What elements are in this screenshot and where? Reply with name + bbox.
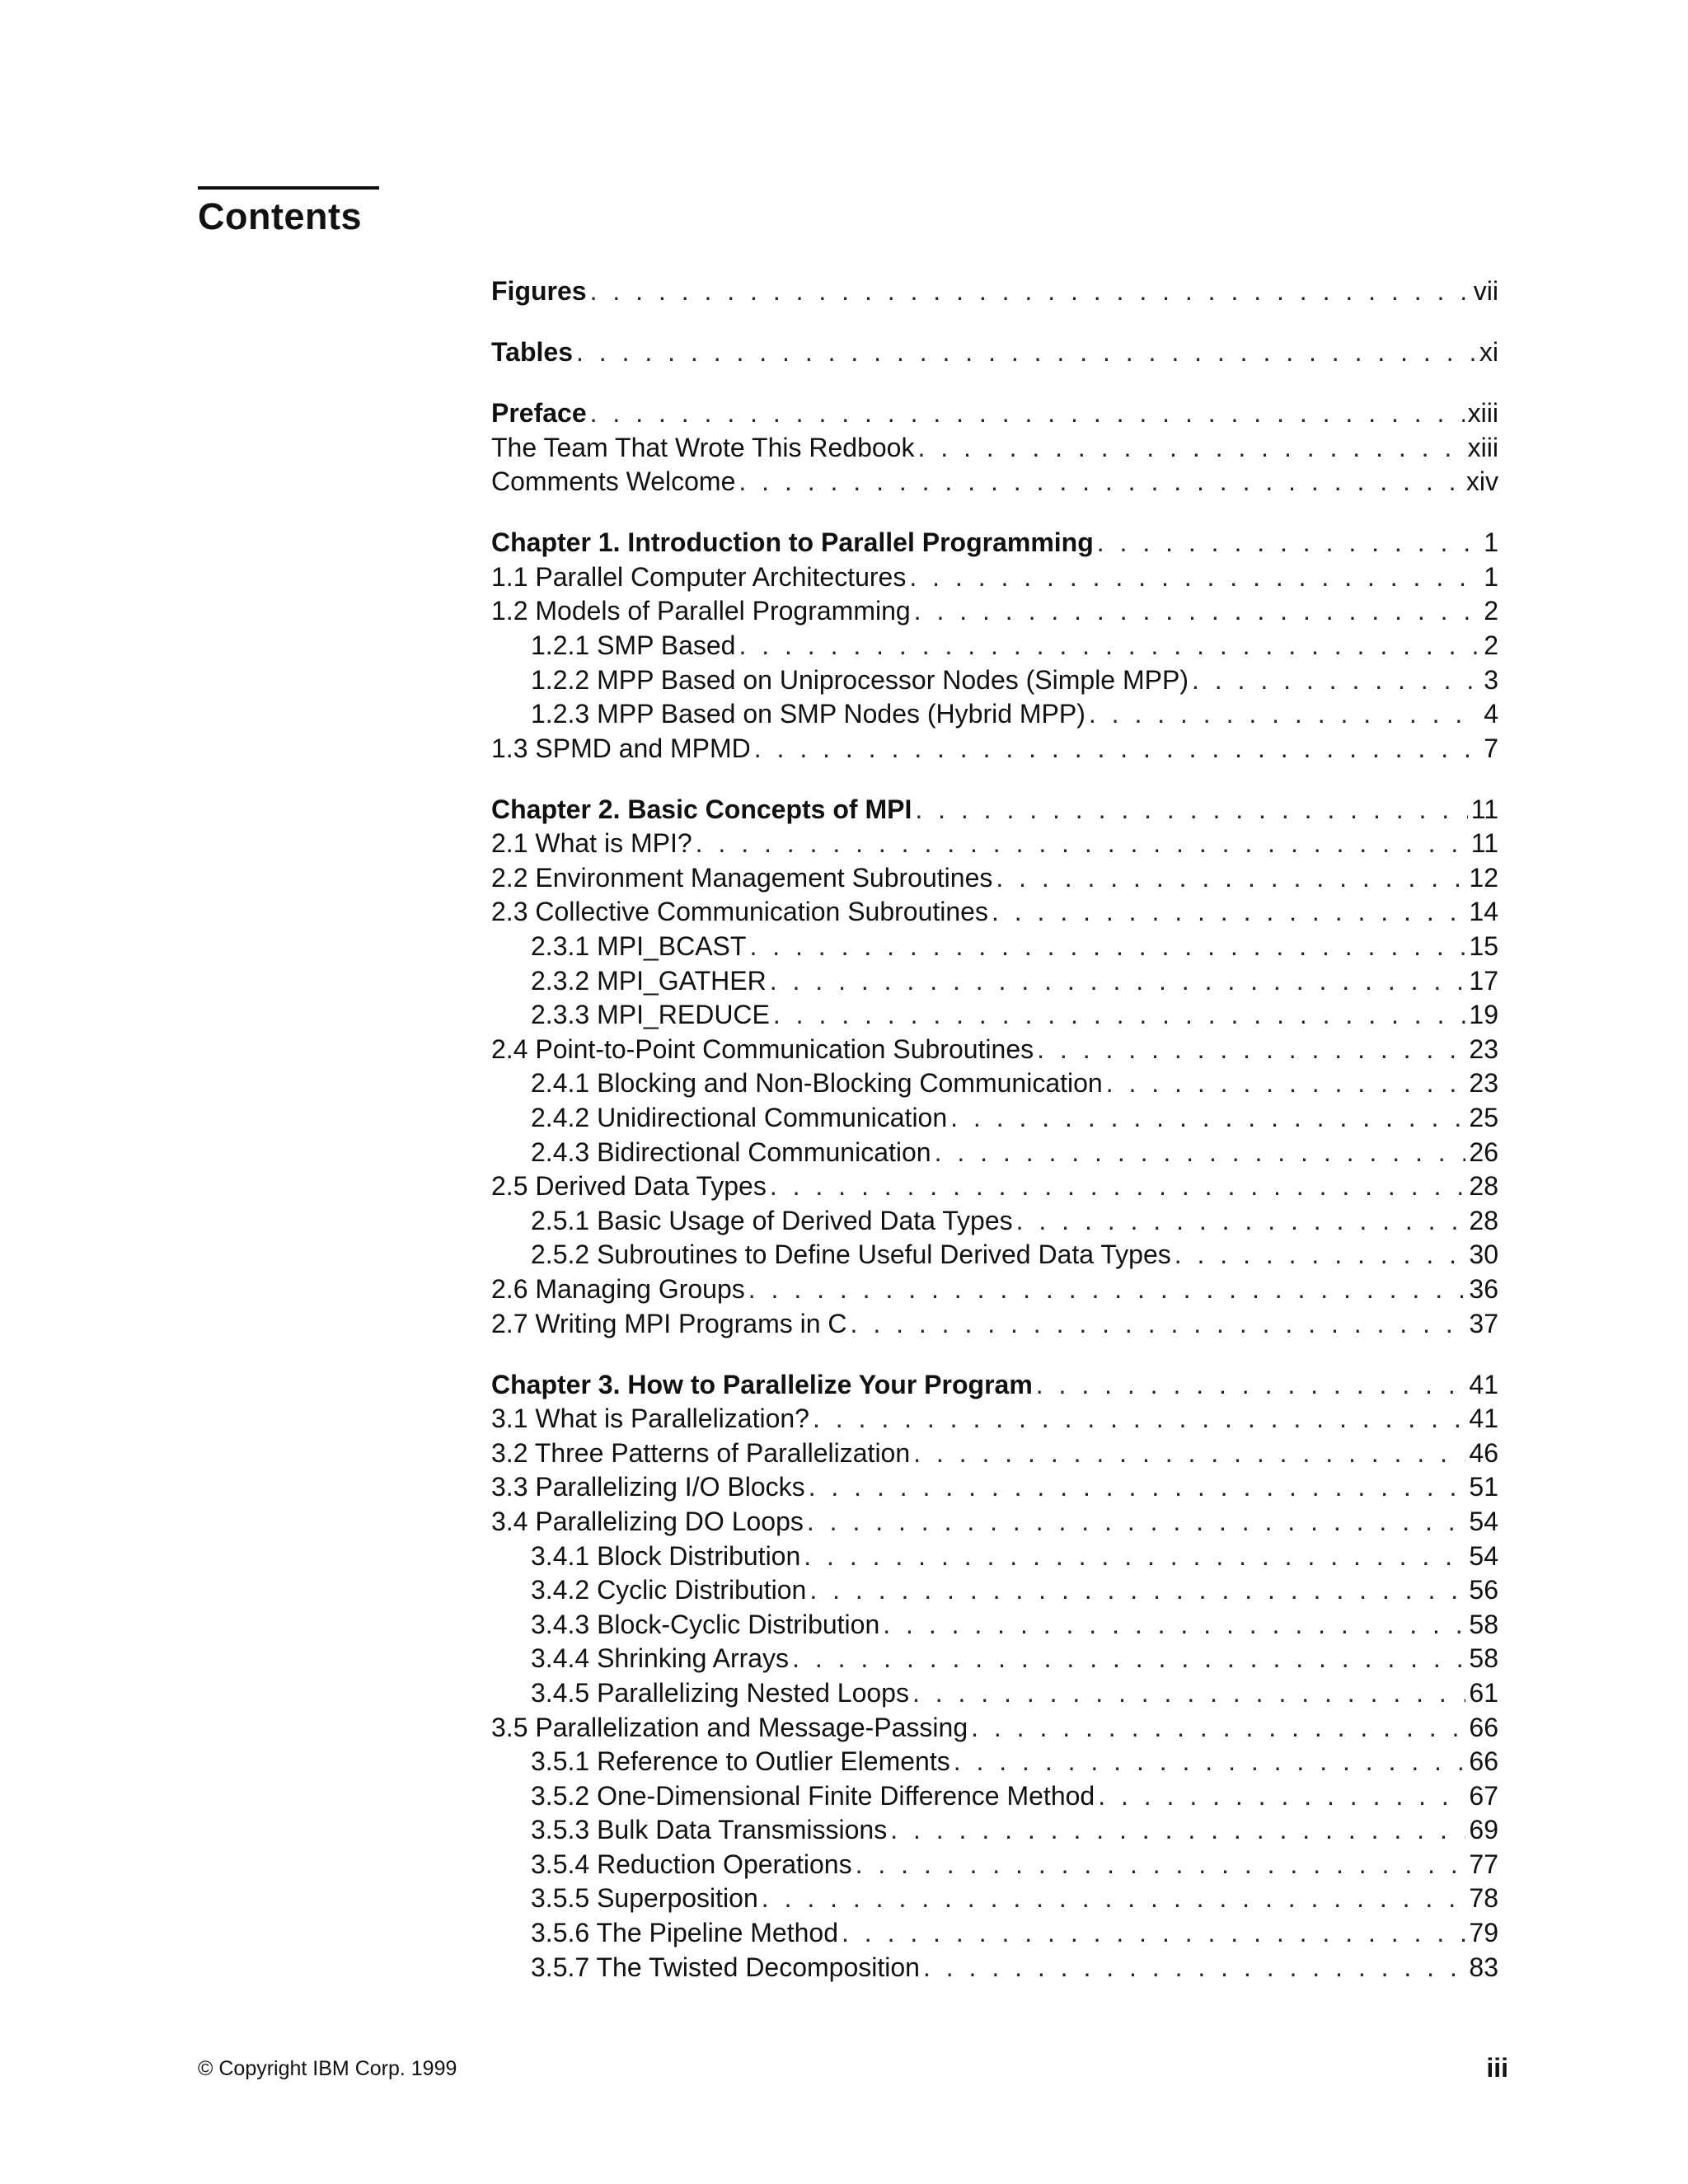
toc-dot-leader: [804, 1540, 1465, 1574]
toc-entry[interactable]: [491, 1066, 1498, 1101]
toc-group: [491, 396, 1498, 499]
toc-entry-page: 11: [1470, 828, 1498, 859]
toc-entry[interactable]: [491, 1470, 1498, 1505]
toc-dot-leader: [576, 335, 1476, 370]
toc-entry[interactable]: [491, 1608, 1498, 1643]
toc-dot-leader: [851, 1307, 1466, 1342]
toc-entry-page: 28: [1469, 1205, 1498, 1235]
toc-entry-page: 7: [1484, 733, 1498, 763]
toc-dot-leader: [738, 629, 1480, 663]
toc-entry[interactable]: [491, 1573, 1498, 1608]
toc-heading-entry[interactable]: [491, 526, 1498, 560]
toc-entry-page: 41: [1469, 1404, 1498, 1434]
toc-entry-page: 12: [1469, 862, 1498, 893]
table-of-contents: [491, 274, 1498, 2012]
toc-dot-leader: [748, 1272, 1466, 1307]
toc-entry-page: 19: [1469, 1000, 1498, 1030]
toc-dot-leader: [954, 1745, 1466, 1779]
toc-dot-leader: [1175, 1238, 1466, 1272]
toc-dot-leader: [996, 861, 1465, 896]
toc-entry-label: 2.4 Point-to-Point Communication Subroutines: [491, 1033, 1034, 1064]
toc-dot-leader: [792, 1642, 1465, 1676]
toc-entry[interactable]: [491, 732, 1498, 766]
toc-entry-page: 11: [1470, 794, 1498, 824]
toc-entry[interactable]: [491, 697, 1498, 732]
toc-entry-page: 78: [1469, 1883, 1498, 1914]
toc-entry-page: 36: [1469, 1274, 1498, 1304]
toc-entry-page: 23: [1469, 1033, 1498, 1064]
toc-entry-label: 2.3 Collective Communication Subroutines: [491, 897, 988, 927]
toc-entry-label: 2.4.2 Unidirectional Communication: [531, 1103, 948, 1133]
toc-entry-page: 26: [1469, 1137, 1498, 1167]
toc-entry-label: 1.2.3 MPP Based on SMP Nodes (Hybrid MPP): [531, 699, 1085, 729]
toc-dot-leader: [1098, 1779, 1465, 1814]
toc-entry-label: 2.2 Environment Management Subroutines: [491, 862, 993, 893]
toc-dot-leader: [883, 1608, 1465, 1643]
toc-dot-leader: [809, 1573, 1465, 1608]
toc-entry[interactable]: [491, 1848, 1498, 1882]
toc-entry-page: 56: [1469, 1575, 1498, 1605]
footer-page-number: iii: [1486, 2053, 1508, 2083]
toc-entry[interactable]: [491, 1402, 1498, 1436]
toc-dot-leader: [842, 1916, 1465, 1951]
toc-entry-page: 66: [1469, 1712, 1498, 1742]
toc-entry[interactable]: [491, 629, 1498, 663]
toc-dot-leader: [809, 1470, 1466, 1505]
toc-entry-page: xiv: [1465, 466, 1498, 497]
toc-entry-label: 2.3.3 MPI_REDUCE: [531, 1000, 770, 1030]
toc-entry-label: The Team That Wrote This Redbook: [491, 432, 915, 462]
toc-dot-leader: [1089, 697, 1480, 732]
toc-group: [491, 1368, 1498, 1985]
toc-entry-label: 3.5.7 The Twisted Decomposition: [531, 1952, 920, 1982]
toc-dot-leader: [1037, 1033, 1465, 1067]
toc-entry-label: 1.1 Parallel Computer Architectures: [491, 561, 907, 592]
toc-entry[interactable]: [491, 1916, 1498, 1951]
toc-entry-label: 2.6 Managing Groups: [491, 1274, 745, 1304]
toc-entry-label: Chapter 3. How to Parallelize Your Program: [491, 1369, 1033, 1399]
toc-entry-page: 3: [1484, 664, 1498, 695]
toc-entry-label: 3.4.4 Shrinking Arrays: [531, 1643, 790, 1674]
toc-entry-page: 2: [1484, 630, 1498, 660]
toc-entry-page: xiii: [1467, 432, 1498, 462]
toc-heading-entry[interactable]: [491, 793, 1498, 827]
toc-entry-label: 1.3 SPMD and MPMD: [491, 733, 751, 763]
toc-heading-entry[interactable]: [491, 274, 1498, 309]
toc-entry-label: 3.5.1 Reference to Outlier Elements: [531, 1746, 950, 1777]
toc-entry-label: 2.1 What is MPI?: [491, 828, 692, 859]
toc-entry-label: Chapter 2. Basic Concepts of MPI: [491, 794, 912, 824]
toc-entry-page: 15: [1469, 931, 1498, 962]
toc-dot-leader: [773, 998, 1466, 1033]
toc-dot-leader: [1192, 663, 1480, 698]
toc-dot-leader: [950, 1101, 1465, 1136]
toc-entry-label: 3.4.1 Block Distribution: [531, 1540, 801, 1571]
toc-entry[interactable]: [491, 1711, 1498, 1746]
toc-dot-leader: [912, 1676, 1465, 1711]
toc-entry[interactable]: [491, 1505, 1498, 1540]
toc-entry-label: 2.5 Derived Data Types: [491, 1171, 767, 1202]
toc-entry-label: Figures: [491, 276, 587, 306]
page-title: Contents: [198, 195, 362, 237]
toc-entry-label: 2.5.1 Basic Usage of Derived Data Types: [531, 1205, 1013, 1235]
toc-entry-label: Chapter 1. Introduction to Parallel Programming: [491, 527, 1094, 558]
toc-entry-label: 3.4.2 Cyclic Distribution: [531, 1575, 807, 1605]
toc-entry-page: 58: [1469, 1643, 1498, 1674]
toc-dot-leader: [770, 964, 1466, 999]
toc-entry-label: Tables: [491, 336, 573, 367]
toc-dot-leader: [762, 1882, 1466, 1916]
toc-entry-page: 30: [1469, 1240, 1498, 1270]
toc-entry-label: 3.5.5 Superposition: [531, 1883, 758, 1914]
toc-entry-label: 2.3.2 MPI_GATHER: [531, 965, 767, 996]
toc-entry-label: 1.2.2 MPP Based on Uniprocessor Nodes (Simple MPP): [531, 664, 1189, 695]
toc-entry-page: 2: [1484, 596, 1498, 626]
toc-group: [491, 274, 1498, 309]
toc-entry-page: 17: [1469, 965, 1498, 996]
toc-entry-page: 1: [1484, 527, 1498, 558]
toc-entry-page: 25: [1469, 1103, 1498, 1133]
toc-entry[interactable]: [491, 1436, 1498, 1471]
toc-entry-label: 1.2 Models of Parallel Programming: [491, 596, 911, 626]
toc-entry-label: 3.4.3 Block-Cyclic Distribution: [531, 1609, 880, 1639]
toc-entry-page: 54: [1469, 1540, 1498, 1571]
toc-dot-leader: [738, 465, 1463, 499]
toc-entry[interactable]: [491, 1101, 1498, 1136]
toc-dot-leader: [1097, 526, 1480, 560]
toc-entry-label: 2.4.3 Bidirectional Communication: [531, 1137, 931, 1167]
toc-entry-label: 3.5.6 The Pipeline Method: [531, 1918, 838, 1948]
toc-dot-leader: [1016, 1204, 1466, 1239]
toc-dot-leader: [913, 1436, 1465, 1471]
toc-entry-page: 4: [1484, 699, 1498, 729]
toc-entry[interactable]: [491, 930, 1498, 964]
footer-copyright: © Copyright IBM Corp. 1999: [198, 2057, 457, 2080]
title-rule: [198, 186, 379, 190]
toc-entry-page: 14: [1469, 897, 1498, 927]
toc-entry-page: 41: [1469, 1369, 1498, 1399]
toc-entry[interactable]: [491, 895, 1498, 930]
toc-entry-label: 1.2.1 SMP Based: [531, 630, 736, 660]
toc-entry-label: 2.4.1 Blocking and Non-Blocking Communication: [531, 1068, 1103, 1099]
toc-entry[interactable]: [491, 1204, 1498, 1239]
toc-dot-leader: [890, 1813, 1465, 1848]
toc-entry-page: 83: [1469, 1952, 1498, 1982]
toc-heading-entry[interactable]: [491, 335, 1498, 370]
toc-entry[interactable]: [491, 1238, 1498, 1272]
toc-dot-leader: [813, 1402, 1465, 1436]
toc-entry[interactable]: [491, 1272, 1498, 1307]
toc-dot-leader: [909, 560, 1480, 595]
toc-entry[interactable]: [491, 1136, 1498, 1170]
toc-group: [491, 526, 1498, 766]
toc-entry-label: 2.3.1 MPI_BCAST: [531, 931, 747, 962]
toc-entry[interactable]: [491, 1307, 1498, 1342]
toc-entry[interactable]: [491, 431, 1498, 466]
toc-entry-label: 3.5.3 Bulk Data Transmissions: [531, 1815, 888, 1845]
toc-dot-leader: [754, 732, 1480, 766]
toc-entry[interactable]: [491, 1779, 1498, 1814]
toc-heading-entry[interactable]: [491, 1368, 1498, 1403]
toc-entry-page: 51: [1469, 1472, 1498, 1502]
toc-heading-entry[interactable]: [491, 396, 1498, 431]
toc-entry-page: 1: [1484, 561, 1498, 592]
toc-entry[interactable]: [491, 1642, 1498, 1676]
toc-entry-label: 3.5.2 One-Dimensional Finite Difference Method: [531, 1780, 1095, 1811]
toc-entry[interactable]: [491, 465, 1498, 499]
toc-entry[interactable]: [491, 964, 1498, 999]
toc-entry[interactable]: [491, 998, 1498, 1033]
toc-entry[interactable]: [491, 1169, 1498, 1204]
toc-entry[interactable]: [491, 1033, 1498, 1067]
toc-entry-page: 28: [1469, 1171, 1498, 1202]
toc-entry-label: 2.5.2 Subroutines to Define Useful Derived Data Types: [531, 1240, 1171, 1270]
toc-entry-page: 46: [1469, 1437, 1498, 1468]
toc-dot-leader: [590, 274, 1470, 309]
toc-entry[interactable]: [491, 560, 1498, 595]
toc-entry-page: 67: [1469, 1780, 1498, 1811]
toc-entry-label: 3.5.4 Reduction Operations: [531, 1849, 852, 1879]
toc-entry[interactable]: [491, 1882, 1498, 1916]
toc-dot-leader: [770, 1169, 1466, 1204]
toc-entry-page: 58: [1469, 1609, 1498, 1639]
toc-dot-leader: [1106, 1066, 1466, 1101]
toc-dot-leader: [856, 1848, 1466, 1882]
toc-entry-page: xiii: [1467, 397, 1498, 428]
toc-dot-leader: [935, 1136, 1466, 1170]
toc-entry-label: 3.2 Three Patterns of Parallelization: [491, 1437, 911, 1468]
toc-dot-leader: [1036, 1368, 1466, 1403]
toc-entry-label: Preface: [491, 397, 587, 428]
toc-entry-page: vii: [1473, 276, 1498, 306]
toc-entry-label: 3.4.5 Parallelizing Nested Loops: [531, 1677, 909, 1708]
toc-entry[interactable]: [491, 1540, 1498, 1574]
toc-entry-label: 3.3 Parallelizing I/O Blocks: [491, 1472, 805, 1502]
toc-dot-leader: [590, 396, 1465, 431]
toc-entry-page: 69: [1469, 1815, 1498, 1845]
toc-entry-page: 79: [1469, 1918, 1498, 1948]
toc-entry[interactable]: [491, 663, 1498, 698]
toc-entry[interactable]: [491, 827, 1498, 861]
toc-entry-label: 3.4 Parallelizing DO Loops: [491, 1506, 804, 1536]
toc-dot-leader: [971, 1711, 1465, 1746]
toc-dot-leader: [749, 930, 1465, 964]
toc-dot-leader: [917, 431, 1464, 466]
toc-entry[interactable]: [491, 1745, 1498, 1779]
toc-dot-leader: [807, 1505, 1466, 1540]
toc-entry-page: 61: [1469, 1677, 1498, 1708]
toc-entry[interactable]: [491, 594, 1498, 629]
toc-entry-label: 2.7 Writing MPI Programs in C: [491, 1308, 847, 1338]
toc-entry[interactable]: [491, 1813, 1498, 1848]
toc-dot-leader: [914, 594, 1481, 629]
toc-entry-page: 54: [1469, 1506, 1498, 1536]
toc-group: [491, 335, 1498, 370]
toc-entry-label: 3.1 What is Parallelization?: [491, 1404, 809, 1434]
toc-entry[interactable]: [491, 861, 1498, 896]
toc-entry[interactable]: [491, 1676, 1498, 1711]
toc-entry-label: 3.5 Parallelization and Message-Passing: [491, 1712, 968, 1742]
toc-entry-page: xi: [1479, 336, 1498, 367]
toc-entry-page: 77: [1469, 1849, 1498, 1879]
toc-dot-leader: [923, 1951, 1465, 1985]
toc-entry-page: 37: [1469, 1308, 1498, 1338]
toc-entry[interactable]: [491, 1951, 1498, 1985]
toc-group: [491, 793, 1498, 1342]
toc-dot-leader: [696, 827, 1468, 861]
toc-entry-label: Comments Welcome: [491, 466, 736, 497]
toc-dot-leader: [915, 793, 1467, 827]
toc-dot-leader: [992, 895, 1465, 930]
toc-entry-page: 66: [1469, 1746, 1498, 1777]
toc-entry-page: 23: [1469, 1068, 1498, 1099]
